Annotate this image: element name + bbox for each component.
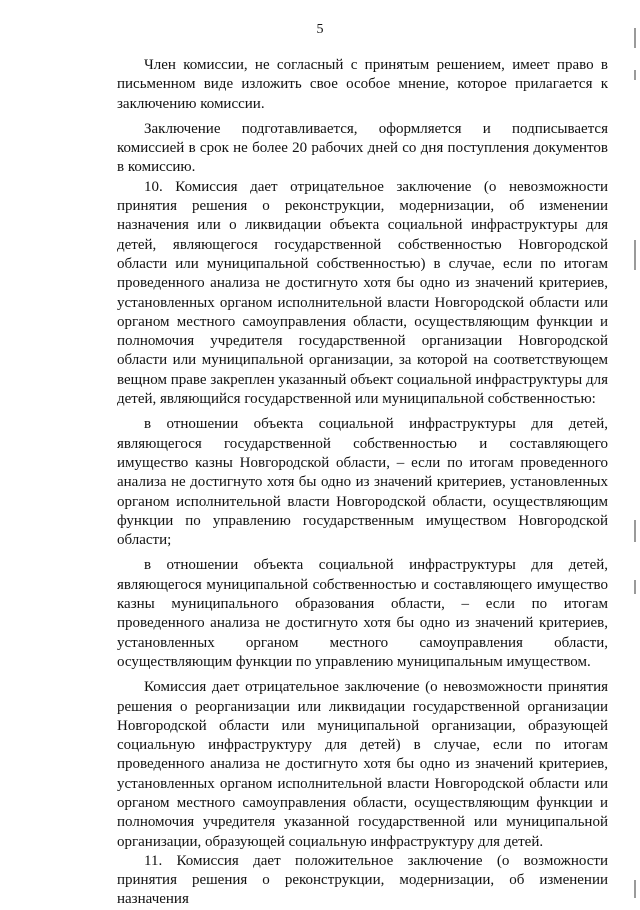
document-body (117, 56, 608, 910)
paragraph-dissent-opinion: Член комиссии, не согласный с принятым решением, имеет право в письменном виде изложить свое особое мнение, которое прилагается к заключению комиссии. (117, 57, 608, 112)
paragraph-conclusion-deadline: Заключение подготавливается, оформляется и подписывается комиссией в срок не более 20 рабочих дней со дня поступления документов в комиссию. (117, 120, 608, 176)
paragraph-municipal-property: в отношении объекта социальной инфраструктуры для детей, являющегося муниципальной собственностью и составляющего имущество казны муниципального образования области, – если по итогам проведенного анализа не достигнуто хотя бы одно из значений критериев, установленных органом местного самоуправления области, осуществляющим функции по управлению муниципальным имуществом. (117, 557, 608, 670)
paragraph-state-property: в отношении объекта социальной инфраструктуры для детей, являющегося государственной собственностью и составляющего имущество казны Новгородской области, – если по итогам проведенного анализа не достигнуто хотя бы одно из значений критериев, установленных органом исполнительной власти Новгородской области, осуществляющим функции по управлению государственным имуществом Новгородской области; (117, 416, 608, 549)
paragraph-item-11: 11. Комиссия дает положительное заключение (о возможности принятия решения о реконструкции, модернизации, об изменении назначения (117, 852, 608, 908)
paragraph-reorganization: Комиссия дает отрицательное заключение (о невозможности принятия решения о реорганизации или ликвидации государственной организации Новгородской области или муниципальной организации, образующей социальную инфраструктуру для детей) в случае, если по итогам проведенного анализа не достигнуто хотя бы одно из значений критериев, установленных органом исполнительной власти Новгородской области или органом местного самоуправления области, осуществляющим функции и полномочия учредителя указанной государственной или муниципальной организации, образующей социальную инфраструктуру для детей. (117, 679, 608, 850)
scan-edge-marks (632, 0, 636, 905)
paragraph-item-10: 10. Комиссия дает отрицательное заключение (о невозможности принятия решения о реконструкции, модернизации, об изменении назначения или о ликвидации объекта социальной инфраструктуры для детей, являющегося государственной собственностью Новгородской области или муниципальной собственностью) в случае, если по итогам проведенного анализа не достигнуто хотя бы одно из значений критериев, установленных органом исполнительной власти Новгородской области или органом местного самоуправления области, осуществляющим функции и полномочия учредителя государственной организации Новгородской области или муниципальной организации, за которой на соответствующем вещном праве закреплен указанный объект социальной инфраструктуры для детей, являющийся государственной или муниципальной собственностью: (117, 178, 608, 408)
page-number: 5 (316, 22, 324, 37)
